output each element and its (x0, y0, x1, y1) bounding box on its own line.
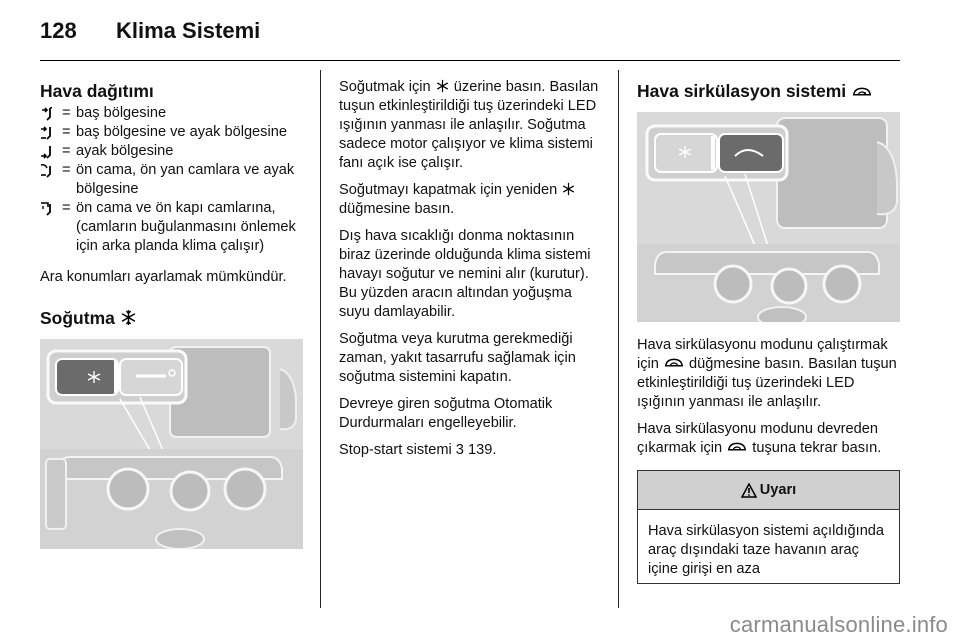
recirculation-heading-text: Hava sirkülasyon sistemi (637, 81, 847, 101)
watermark: carmanualsonline.info (729, 612, 948, 637)
paragraph-text: tuşuna tekrar basın. (752, 440, 882, 456)
paragraph-text: Hava sirkülasyonu modunu devreden çıkarmak için (637, 421, 878, 456)
warning-box (637, 470, 900, 584)
list-item (40, 161, 305, 199)
distribution-text: ön cama ve ön kapı camlarına, (camların buğulanmasını önlemek için arka planda klima çalışır) (76, 200, 296, 254)
paragraph: Soğutma veya kurutma gerekmediği zaman, yakıt tasarrufu sağlamak için soğutma sistemini kapatın. (339, 331, 576, 385)
warning-text: Hava sirkülasyon sistemi açıldığında araç dışındaki taze havanın araç içine girişi en aza (648, 523, 885, 577)
recirculation-button-photo (637, 112, 900, 322)
air-windscreen-icon (40, 199, 62, 218)
air-recirculation-icon (726, 440, 748, 454)
section-heading-recirculation (637, 80, 902, 102)
air-head-feet-icon (40, 123, 62, 142)
equals-sign: = (62, 124, 71, 140)
air-windscreen-feet-icon (40, 161, 62, 180)
equals-sign: = (62, 105, 71, 121)
paragraph-text: Soğutmak için (339, 79, 431, 95)
cooling-button-photo (40, 339, 303, 549)
equals-sign: = (62, 162, 71, 178)
air-feet-icon (40, 142, 62, 161)
distribution-text: ayak bölgesine (76, 143, 174, 159)
section-heading-cooling (40, 307, 305, 329)
cooling-heading-text: Soğutma (40, 308, 115, 328)
paragraph-text: düğmesine basın. (339, 201, 455, 217)
chapter-title: Klima Sistemi (116, 18, 261, 43)
warning-title: Uyarı (759, 481, 797, 498)
paragraph (339, 78, 604, 173)
air-recirculation-icon (663, 356, 685, 370)
distribution-list (40, 104, 305, 256)
list-item (40, 104, 305, 123)
snowflake-icon (561, 182, 576, 196)
column-cooling-text (339, 78, 604, 468)
paragraph (339, 181, 604, 219)
equals-sign: = (62, 200, 71, 216)
paragraph (637, 336, 902, 412)
intermediate-positions-text: Ara konumları ayarlamak mümkündür. (40, 269, 287, 285)
column-recirculation (637, 78, 902, 584)
column-divider (618, 70, 619, 608)
section-heading-air-distribution: Hava dağıtımı (40, 81, 154, 101)
page-reference-symbol: 3 (455, 442, 464, 458)
paragraph-text: düğmesine basın. Basılan tuşun etkinleştirildiği tuş üzerindeki LED ışığının yanması ile anlaşılır. (637, 356, 897, 410)
equals-sign: = (62, 143, 71, 159)
paragraph-text: üzerine basın. Basılan tuşun etkinleştirildiği tuş üzerindeki LED ışığının yanması ile anlaşılır. Soğutma sadece motor çalışıyor ve klima sistemi fanı açık ise çalışır. (339, 79, 599, 171)
page-reference-link[interactable]: 139. (467, 442, 497, 458)
paragraph (637, 420, 902, 458)
snowflake-icon (120, 309, 137, 326)
paragraph-text: Stop-start sistemi (339, 442, 452, 458)
list-item (40, 123, 305, 142)
air-head-icon (40, 104, 62, 123)
air-recirculation-icon (851, 85, 873, 99)
distribution-text: baş bölgesine (76, 105, 167, 121)
snowflake-icon (435, 79, 450, 93)
paragraph: Dış hava sıcaklığı donma noktasının biraz üzerinde olduğunda klima sistemi havayı soğutur ve nemini alır (kurutur). Bu yüzden aracın altından yoğuşma suyu damlayabilir. (339, 228, 591, 320)
list-item (40, 199, 305, 256)
list-item (40, 142, 305, 161)
paragraph (339, 441, 604, 460)
paragraph-text: Soğutmayı kapatmak için yeniden (339, 182, 558, 198)
warning-triangle-icon (741, 483, 757, 498)
header-rule (40, 60, 900, 61)
column-divider (320, 70, 321, 608)
paragraph-text: Hava sirkülasyonu modunu çalıştırmak için (637, 337, 888, 372)
paragraph: Devreye giren soğutma Otomatik Durdurmaları engelleyebilir. (339, 396, 553, 431)
distribution-text: ön cama, ön yan camlara ve ayak bölgesine (76, 162, 295, 197)
distribution-text: baş bölgesine ve ayak bölgesine (76, 124, 287, 140)
warning-header (638, 471, 899, 510)
page-number: 128 (40, 18, 77, 43)
column-air-distribution (40, 80, 305, 549)
